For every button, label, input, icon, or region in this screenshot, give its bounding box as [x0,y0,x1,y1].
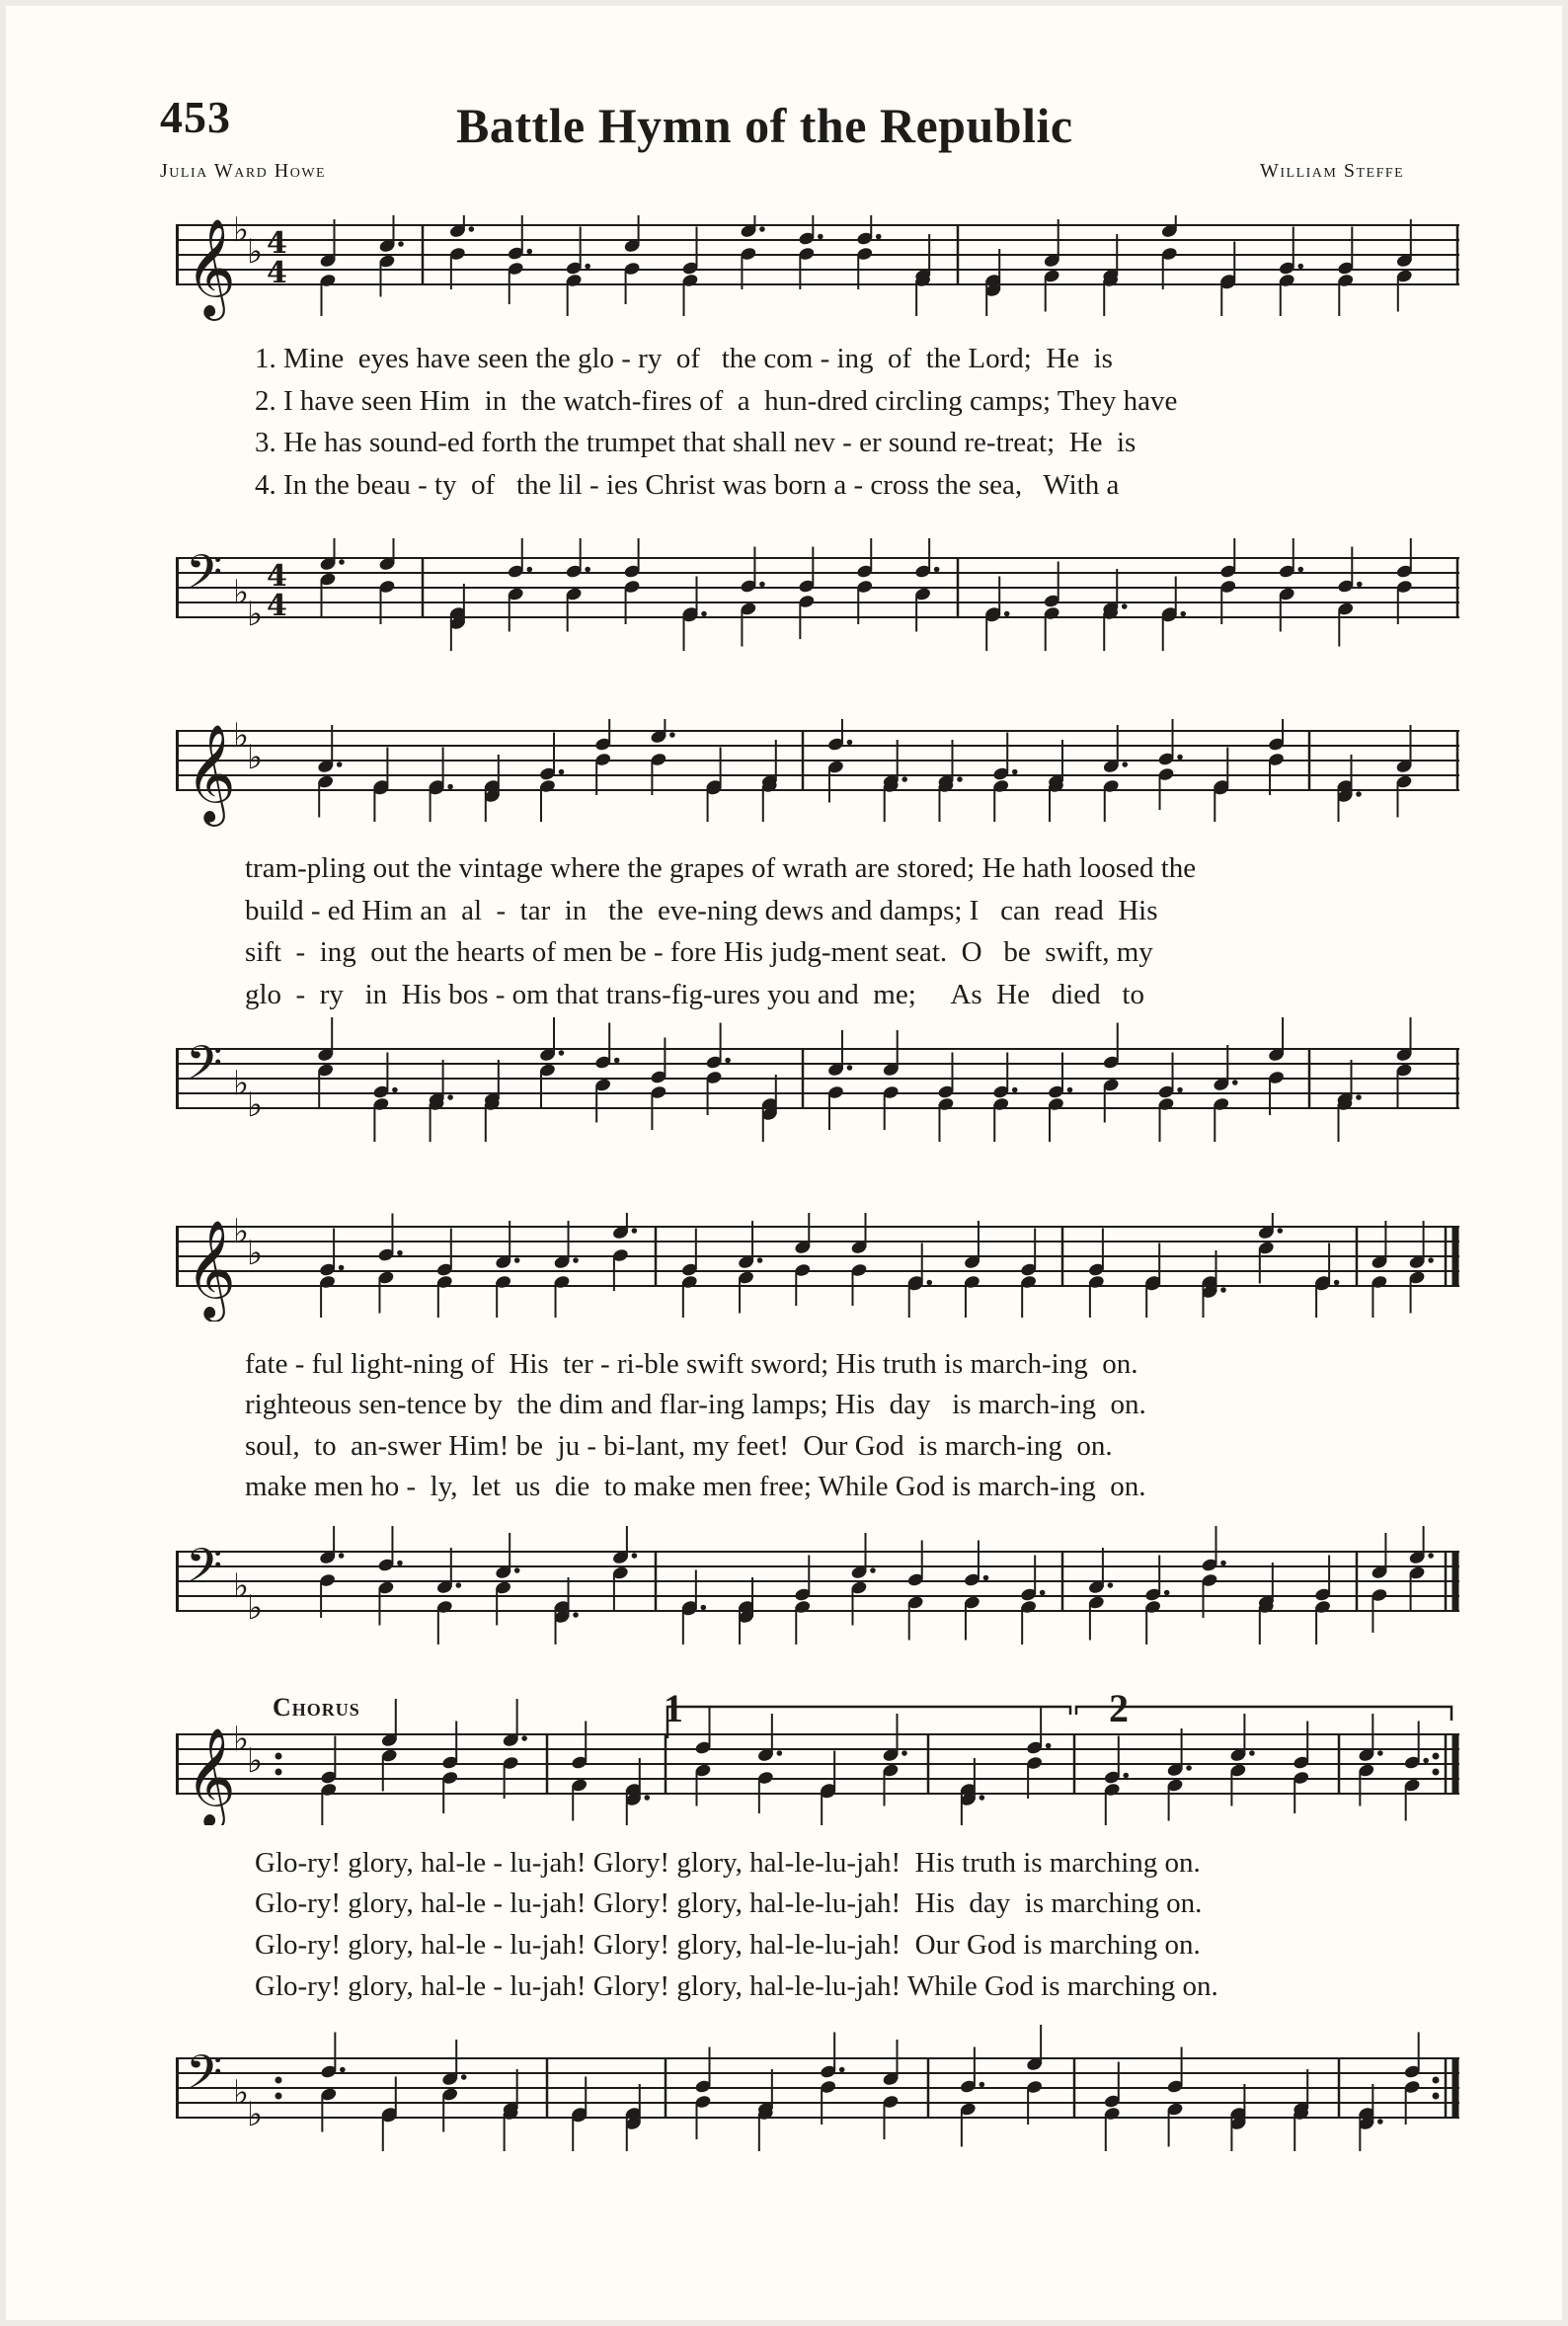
dot-icon [980,2082,985,2088]
dot-icon [1220,1561,1226,1566]
flat-icon: ♭ [233,1566,250,1606]
dot-icon [757,1257,763,1263]
flat-icon: ♭ [247,1741,264,1781]
repeat-dot [1433,2093,1440,2100]
dot-icon [1377,1750,1383,1756]
dot-icon [469,226,475,232]
dot-icon [1177,1087,1183,1093]
chorus-treble-staff [176,1697,1459,1825]
dot-icon [1108,1582,1114,1588]
dot-icon [1232,1080,1238,1085]
flat-icon: ♭ [247,595,264,634]
bass-clef-icon: 𝄢 [186,1538,223,1605]
time-signature-digit: 4 [267,226,287,261]
dot-icon [1249,1750,1255,1756]
lyric-line: tram-pling out the vintage where the grapes of wrath are stored; He hath loosed the [245,852,1197,884]
bass-clef-icon: 𝄢 [186,544,223,611]
dot-icon [559,769,565,775]
dot-icon [870,1567,876,1573]
dot-icon [585,567,590,573]
dot-icon [1428,1257,1434,1263]
dot-icon [632,1553,638,1559]
dot-icon [1423,1758,1429,1764]
lyricist-credit: Julia Ward Howe [160,160,327,182]
flat-icon: ♭ [247,1234,264,1273]
repeat-dot [275,2093,282,2100]
lyric-line: 3. He has sound-ed forth the trumpet that shall nev - er sound re-treat; He is [255,427,1137,458]
dot-icon [957,776,963,782]
flat-icon: ♭ [233,215,250,250]
dot-icon [1123,1773,1129,1779]
repeat-dot [1433,1753,1440,1760]
repeat-dot [1433,1769,1440,1776]
dot-icon [585,264,590,270]
flat-icon: ♭ [247,2095,264,2134]
dot-icon [1164,1590,1170,1596]
flat-icon: ♭ [247,232,264,272]
dot-icon [876,234,882,240]
dot-icon [398,241,404,247]
time-signature-digit: 4 [267,559,287,594]
dot-icon [759,226,765,232]
dot-icon [1012,1087,1018,1093]
dot-icon [847,1065,853,1071]
dot-icon [632,1228,638,1234]
dot-icon [397,1250,403,1256]
dot-icon [573,1257,579,1263]
dot-icon [644,1795,650,1801]
bass-clef-icon: 𝄢 [186,2045,223,2112]
dot-icon [447,784,453,790]
hymn-number: 453 [160,92,231,142]
lyric-line: Glo-ry! glory, hal-le - lu-jah! Glory! glory, hal-le-lu-jah! Our God is marching on. [255,1929,1201,1961]
dot-icon [1040,1590,1046,1596]
dot-icon [902,1750,907,1756]
dot-icon [1357,582,1363,588]
dot-icon [521,1735,527,1741]
dot-icon [1177,755,1183,761]
dot-icon [777,1750,783,1756]
bass-staff-2 [176,1017,1459,1146]
repeat-dot [275,1753,282,1760]
treble-clef-icon: 𝄞 [186,1727,236,1825]
dot-icon [526,249,532,255]
dot-icon [725,1058,731,1064]
treble-clef-icon: 𝄞 [186,218,236,317]
time-signature-digit: 4 [267,589,287,623]
treble-clef-icon: 𝄞 [186,724,236,823]
repeat-dot [275,1769,282,1776]
dot-icon [847,740,853,746]
flat-icon: ♭ [247,1085,264,1125]
second-ending-bracket [1076,1707,1451,1721]
dot-icon [1428,1553,1434,1559]
flat-icon: ♭ [233,1213,250,1251]
flat-icon: ♭ [247,1588,264,1628]
flat-icon: ♭ [247,738,264,777]
lyric-line: Glo-ry! glory, hal-le - lu-jah! Glory! glory, hal-le-lu-jah! His day is marching on. [255,1887,1203,1919]
treble-staff-2 [176,719,1459,828]
dot-icon [701,1605,707,1611]
dot-icon [339,1553,345,1559]
dot-icon [1220,1287,1226,1293]
dot-icon [701,611,707,617]
dot-icon [1186,1765,1192,1771]
flat-icon: ♭ [233,1720,250,1759]
dot-icon [339,559,345,565]
dot-icon [340,2067,346,2073]
dot-icon [461,2074,467,2080]
treble-staff-3 [176,1213,1459,1322]
lyric-line: sift - ing out the hearts of men be - fore His judg-ment seat. O be swift, my [245,936,1153,968]
dot-icon [514,1257,520,1263]
flat-icon: ♭ [233,573,250,612]
dot-icon [1377,2119,1383,2125]
dot-icon [980,1795,985,1801]
dot-icon [392,1087,398,1093]
dot-icon [397,1561,403,1566]
lyric-line: soul, to an-swer Him! be ju - bi-lant, my feet! Our God is march-ing on. [245,1430,1113,1462]
lyric-line: make men ho - ly, let us die to make men free; While God is march-ing on. [245,1471,1146,1502]
lyric-line: fate - ful light-ning of His ter - ri-ble swift sword; His truth is march-ing on. [245,1348,1138,1380]
bass-staff-3 [176,1526,1459,1654]
dot-icon [983,1575,989,1581]
dot-icon [337,762,343,767]
dot-icon [839,2067,845,2073]
composer-credit: William Steffe [1260,160,1405,182]
flat-icon: ♭ [233,2073,250,2113]
dot-icon [934,567,940,573]
chorus-bass-staff [176,2025,1459,2153]
dot-icon [1122,603,1128,609]
dot-icon [1278,1228,1284,1234]
lyric-line: 4. In the beau - ty of the lil - ies Christ was born a - cross the sea, With a [255,469,1120,501]
dot-icon [1334,1280,1340,1286]
repeat-dot [1433,2077,1440,2084]
chorus-label: Chorus [273,1693,360,1722]
dot-icon [818,234,823,240]
lyric-line: 2. I have seen Him in the watch-fires of a hun-dred circling camps; They have [255,385,1178,417]
flat-icon: ♭ [233,1064,250,1103]
flat-icon: ♭ [233,719,250,756]
lyric-line: glo - ry in His bos - om that trans-fig-ures you and me; As He died to [245,979,1144,1010]
dot-icon [669,732,675,738]
bass-clef-icon: 𝄢 [186,1035,223,1102]
treble-staff-1 [176,215,1459,324]
dot-icon [559,1050,565,1056]
dot-icon [1046,1743,1052,1749]
dot-icon [573,1612,579,1618]
dot-icon [526,567,532,573]
dot-icon [614,1058,620,1064]
dot-icon [456,1582,462,1588]
dot-icon [1122,762,1128,767]
dot-icon [926,1280,932,1286]
lyric-line: Glo-ry! glory, hal-le - lu-jah! Glory! glory, hal-le-lu-jah! His truth is marching on. [255,1847,1201,1879]
dot-icon [1067,1087,1073,1093]
treble-clef-icon: 𝄞 [186,1220,236,1319]
hymn-title: Battle Hymn of the Republic [456,98,1073,153]
repeat-dot [275,2077,282,2084]
first-ending-number: 1 [664,1686,683,1730]
bass-staff-1 [176,538,1459,667]
dot-icon [1356,1094,1362,1100]
lyric-line: Glo-ry! glory, hal-le - lu-jah! Glory! glory, hal-le-lu-jah! While God is marching on. [255,1970,1218,2002]
second-ending-number: 2 [1109,1686,1129,1730]
lyric-line: 1. Mine eyes have seen the glo - ry of the com - ing of the Lord; He is [255,343,1113,374]
dot-icon [514,1567,520,1573]
dot-icon [1356,791,1362,797]
dot-icon [1180,611,1186,617]
dot-icon [1012,769,1018,775]
lyric-line: build - ed Him an al - tar in the eve-ning dews and damps; I can read His [245,895,1158,926]
dot-icon [339,1265,345,1271]
dot-icon [447,1094,453,1100]
lyric-line: righteous sen-tence by the dim and flar-ing lamps; His day is march-ing on. [245,1389,1146,1420]
dot-icon [1004,611,1010,617]
dot-icon [902,776,907,782]
dot-icon [759,582,765,588]
dot-icon [1297,567,1303,573]
dot-icon [1297,264,1303,270]
time-signature-digit: 4 [267,256,287,290]
